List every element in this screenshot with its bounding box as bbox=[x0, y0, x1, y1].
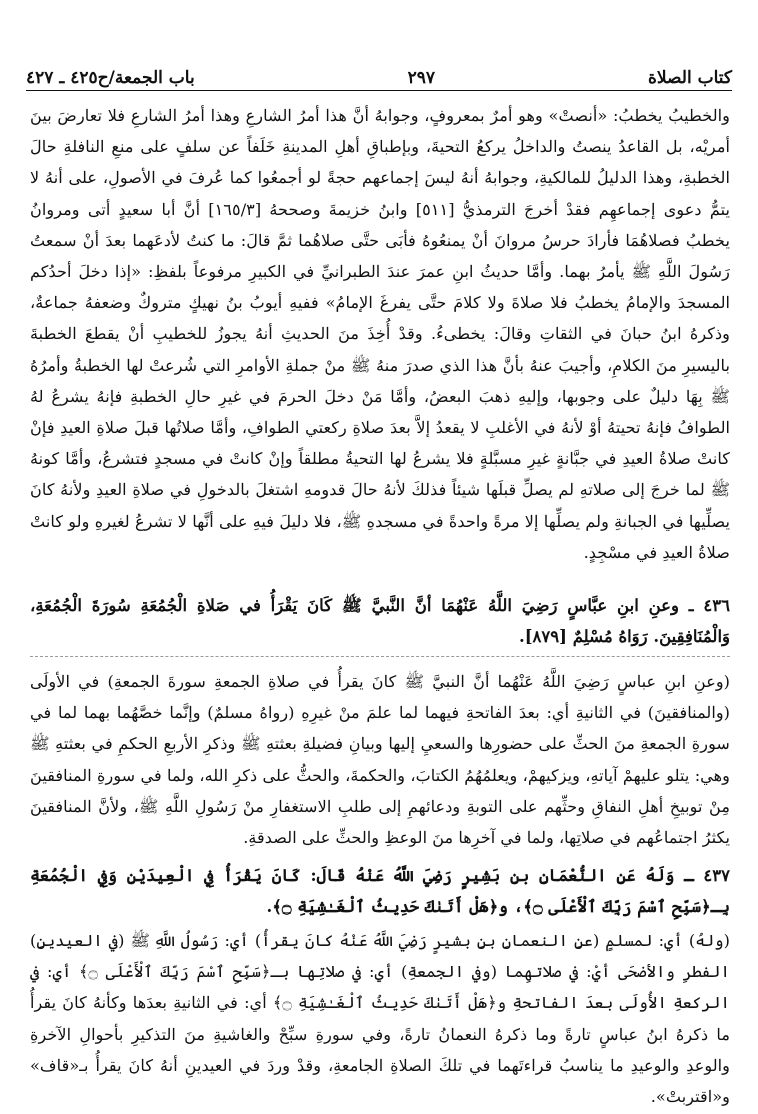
hadith-text: ـ وَلَهُ عَنِ النُّعْمَانِ بنِ بَشِيرٍ رَضِيَ اللَّهُ عَنْهُ قَالَ: كَانَ يَقْرَأُ فِي الْعِيدَيْنِ وَفِي الْجُمُعَةِ بِـ﴿سَبِّحِ ٱسْمَ رَبِّكَ ٱلْأَعْلَى ۝﴾، و﴿هَلْ أَتَىٰكَ حَدِيثُ ٱلْغَـٰشِيَةِ ۝﴾. bbox=[30, 866, 730, 917]
chapter-title: باب الجمعة/ح٤٢٥ ـ ٤٢٧ bbox=[26, 68, 195, 88]
commentary-paragraph: والخطيبُ يخطبُ: «أنصتْ» وهو أمرٌ بمعروفٍ، وجوابهُ أنَّ هذا أمرُ الشارعِ وهذا أمرُ الشارعِ فلا تعارضَ بينَ أمريْه، بل القاعدُ ينصتُ والداخلُ يركعُ التحيةَ، وبإطباقِ أهلِ المدينةِ خَلَفاً عن سلفٍ على منعِ النافلةِ حالَ الخطبةِ، وهذا الدليلُ للمالكيةِ، وجوابهُ أنهُ ليسَ إجماعهم حجةً لو أجمعُوا كما عُرفَ في الأصولِ، على أنهُ لا يتمُّ دعوى إجماعهِم فقدْ أخرجَ الترمذيُّ [٥١١] وابنُ خزيمةَ وصححهُ [١٦٥/٣] أنَّ أبا سعيدٍ أتى ومروانُ يخطبُ فصلاهُمَا فأرادَ حرسُ مروانَ أنْ يمنعُوهُ فأبَى حتَّى صلاهُما ثمَّ قالَ: ما كنتُ لأدعَهما بعدَ أنْ سمعتُ رَسُولَ اللَّهِ ﷺ يأمرُ بهما. وأمَّا حديثُ ابنِ عمرَ عندَ الطبرانيِّ في الكبيرِ مرفوعاً بلفظِ: «إذا دخلَ أحدُكم المسجدَ والإمامُ يخطبُ فلا صلاةَ ولا كلامَ حتَّى يفرغَ الإمامُ» ففيهِ أيوبُ بنُ نهيكٍ متروكٌ وضعفهُ جماعةٌ، وذكرهُ ابنُ حبانَ في الثقاتِ وقالَ: يخطىءُ. وقدْ أُخِذَ منَ الحديثِ أنهُ يجوزُ للخطيبِ أنْ يقطعَ الخطبةَ باليسيرِ منَ الكلامِ، وأجيبَ عنهُ بأنَّ هذا الذي صدرَ منهُ ﷺ منْ جملةِ الأوامرِ التي شُرعتْ لها الخطبةُ وأمرُهُ ﷺ بِهَا دليلٌ على وجوبها، وإليهِ ذهبَ البعضُ، وأمَّا مَنْ دخلَ الحرمَ في غيرِ حالِ الخطبةِ فإنهُ يشرعُ لهُ الطوافُ فإنهُ تحيتهُ أوْ لأنهُ في الأغلبِ لا يقعدُ إلاَّ بعدَ صلاةِ ركعتي الطوافِ، وأمَّا صلاتُها قبلَ صلاةِ العيدِ فإنْ كانتْ صلاةُ العيدِ في جبَّانةٍ غيرِ مسبَّلةٍ فلا يشرعُ لها التحيةُ مطلقاً وإنْ كانتْ في مسجدٍ فتشرعُ، وأمَّا كونهُ ﷺ لما خرجَ إلى صلاتهِ لم يصلِّ قبلَها شيئاً فذلكَ لأنهُ حالَ قدومهِ اشتغلَ بالدخولِ في صلاةِ العيدِ ولأنهُ كانَ يصلِّيها في الجبانةِ ولم يصلِّها إلا مرةً واحدةً في مسجدهِ ﷺ، فلا دليلَ فيهِ على أنَّها لا تشرعُ لغيرهِ ولو كانتْ صلاةُ العيدِ في مسْجِدٍ. bbox=[30, 106, 730, 562]
header-rule bbox=[26, 90, 732, 91]
hadith-number: ٤٣٧ bbox=[703, 866, 730, 885]
commentary-paragraph: (وعنِ ابنِ عباسٍ رَضِيَ اللَّهُ عَنْهُما أنَّ النبيَّ ﷺ كانَ يقرأُ في صلاةِ الجمعةِ سورةَ الجمعةِ) في الأولَى (والمنافقينَ) في الثانيةِ أي: بعدَ الفاتحةِ فيهما لما علمَ منْ غيرِهِ (رواهُ مسلمٌ) وإنَّما خصَّهُما بهما لما في سورةِ الجمعةِ منَ الحثِّ على حضورِها والسعيِ إليها وبيانِ فضيلةِ بعثتهِ ﷺ وذكرِ الأربعِ الحكمِ في بعثتهِ ﷺ وهي: يتلو عليهمْ آياتهِ، ويزكيهمْ، ويعلمُهُمُ الكتابَ، والحكمةَ، والحثُّ على ذكرِ الله، ولما في سورةِ المنافقينَ مِنْ توبيخِ أهلِ النفاقِ وحثِّهم على التوبةِ ودعائهمِ إلى طلبِ الاستغفارِ منْ رَسُولِ اللَّهِ ﷺ، ولأنَّ المنافقينَ يكثرُ اجتماعُهم في صلاتِها، ولما في آخرِها منَ الوعظِ والحثِّ على الصدقةِ. bbox=[30, 672, 730, 848]
page-header bbox=[26, 58, 732, 88]
book-title: كتاب الصلاة bbox=[647, 68, 732, 88]
hadith-text: ـ وعنِ ابنِ عبَّاسٍ رَضِيَ اللَّهُ عَنْهُمَا أنَّ النَّبيَّ ﷺ كَانَ يَقْرَأُ في صَلاةِ الْجُمُعَةِ سُورَةَ الْجُمُعَةِ، وَالْمُنَافِقِينَ. رَوَاهُ مُسْلِمٌ [٨٧٩]. bbox=[30, 596, 730, 647]
page-number: ٢٩٧ bbox=[407, 68, 436, 88]
hadith-number: ٤٣٦ bbox=[703, 596, 730, 615]
hadith-436 bbox=[30, 590, 730, 652]
commentary-paragraph: (ولهُ) أي: لمسلمٍ (عنِ النعمانِ بنِ بشيرٍ رَضِيَ اللَّهُ عَنْهُ كانَ يقرأُ) أي: رَسُولُ اللَّهِ ﷺ (في العيدينِ) الفطرِ والأضحَى أيْ: في صلاتهِما (وفي الجمعةِ) أي: في صلاتِها بـ﴿سَبِّحِ ٱسْمَ رَبِّكَ ٱلْأَعْلَى ۝﴾ أي: في الركعةِ الأُولَى بعدَ الفاتحةِ و﴿هَلْ أَتَىٰكَ حَدِيثُ ٱلْغَـٰشِيَةِ ۝﴾ أي: في الثانيةِ بعدَها وكأنهُ كانَ يقرأُ ما ذكرهُ ابنُ عباسٍ تارةً وما ذكرهُ النعمانُ تارةً، وفي سورةِ سبِّحْ والغاشيةِ منَ التذكيرِ بأحوالِ الآخرةِ والوعدِ والوعيدِ ما يناسبُ قراءتَهما في تلكَ الصلاةِ الجامعةِ، وقدْ وردَ في العيدينِ أنهُ كانَ يقرأُ بـ«قاف» و«اقتربتْ». bbox=[30, 931, 731, 1107]
separator-line bbox=[30, 656, 730, 657]
hadith-437 bbox=[30, 860, 730, 922]
